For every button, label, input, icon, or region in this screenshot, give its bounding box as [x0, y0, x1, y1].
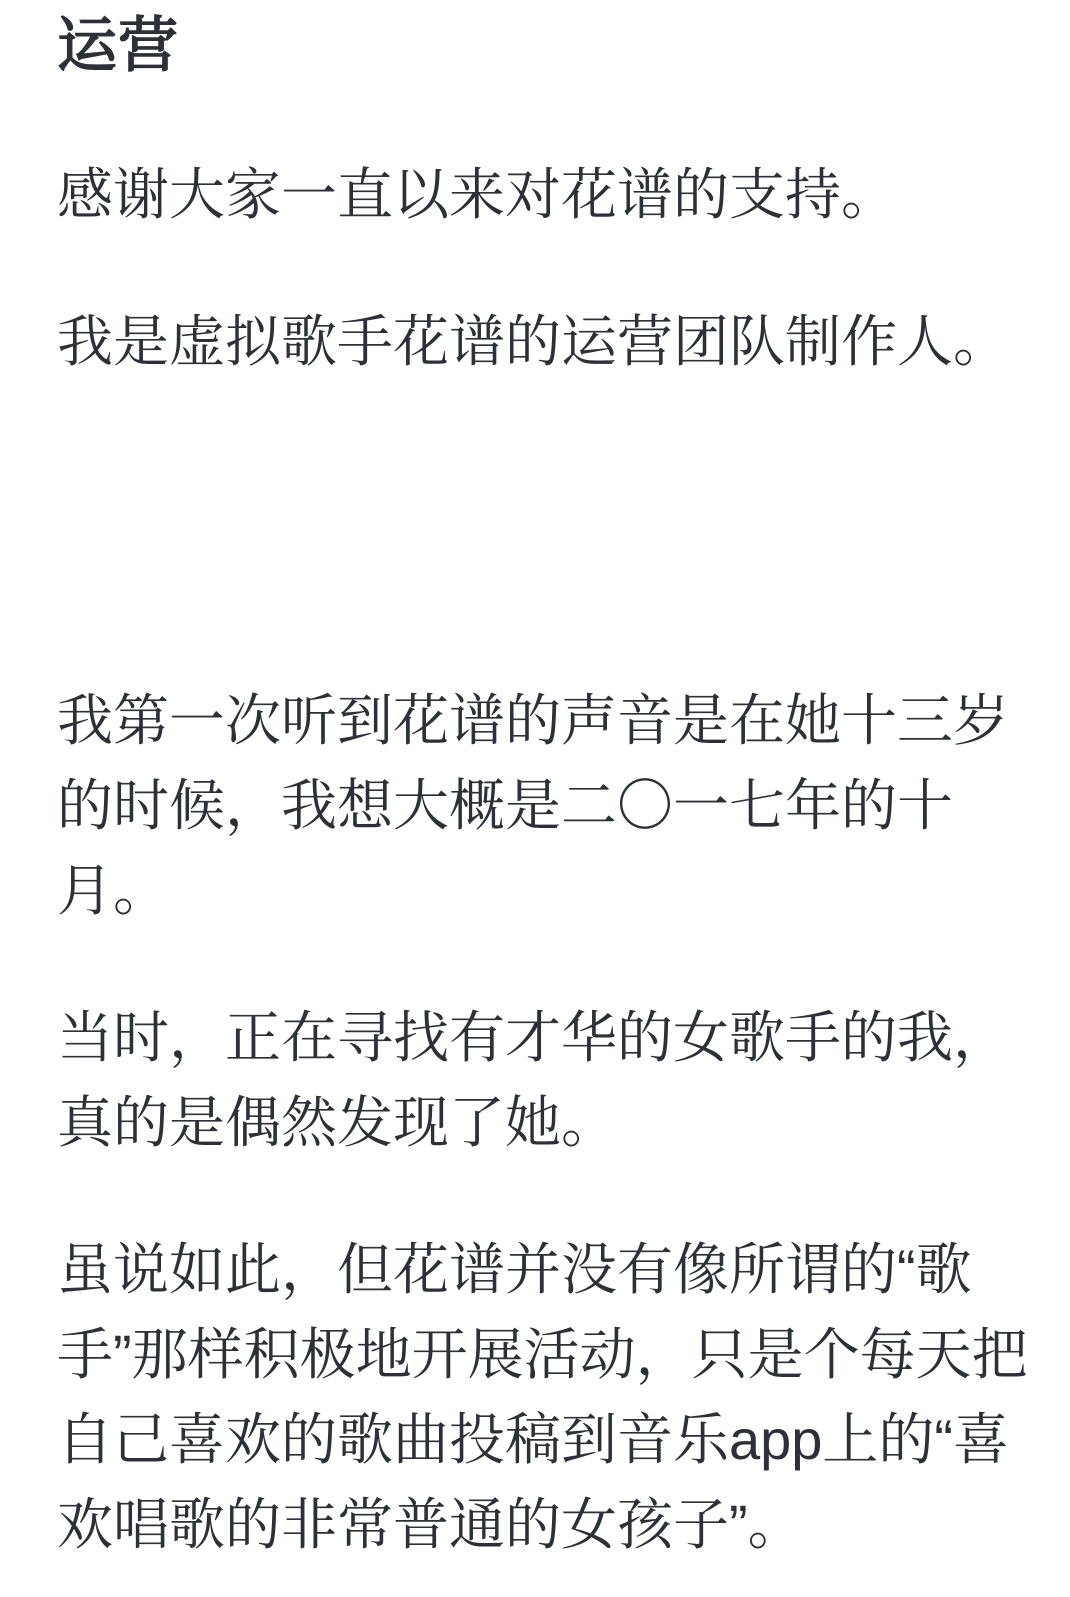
paragraph	[57, 1227, 1028, 1567]
paragraph-line: 我是虚拟歌手花谱的运营团队制作人。	[57, 310, 1009, 373]
paragraph-line: 的时候，我想大概是二〇一七年的十	[57, 774, 953, 837]
paragraph	[57, 299, 1013, 384]
paragraph-line: 自己喜欢的歌曲投稿到音乐app上的“喜	[57, 1408, 1010, 1471]
paragraph	[57, 678, 1013, 933]
paragraph-line: 当时，正在寻找有才华的女歌手的我，	[57, 1006, 1009, 1069]
paragraph-line: 感谢大家一直以来对花谱的支持。	[57, 163, 897, 226]
blank-gap	[57, 446, 1013, 678]
paragraph-line: 真的是偶然发现了她。	[57, 1091, 617, 1154]
paragraph-line: 虽说如此，但花谱并没有像所谓的“歌	[57, 1238, 972, 1301]
paragraph-line: 我第一次听到花谱的声音是在她十三岁	[57, 689, 1009, 752]
paragraph-line: 月。	[57, 859, 169, 922]
paragraph	[57, 152, 1013, 237]
paragraph	[57, 995, 1013, 1165]
paragraph-line: 欢唱歌的非常普通的女孩子”。	[57, 1493, 804, 1556]
paragraph-line: 手”那样积极地开展活动，只是个每天把	[57, 1323, 1028, 1386]
article-heading: 运营	[57, 12, 179, 79]
